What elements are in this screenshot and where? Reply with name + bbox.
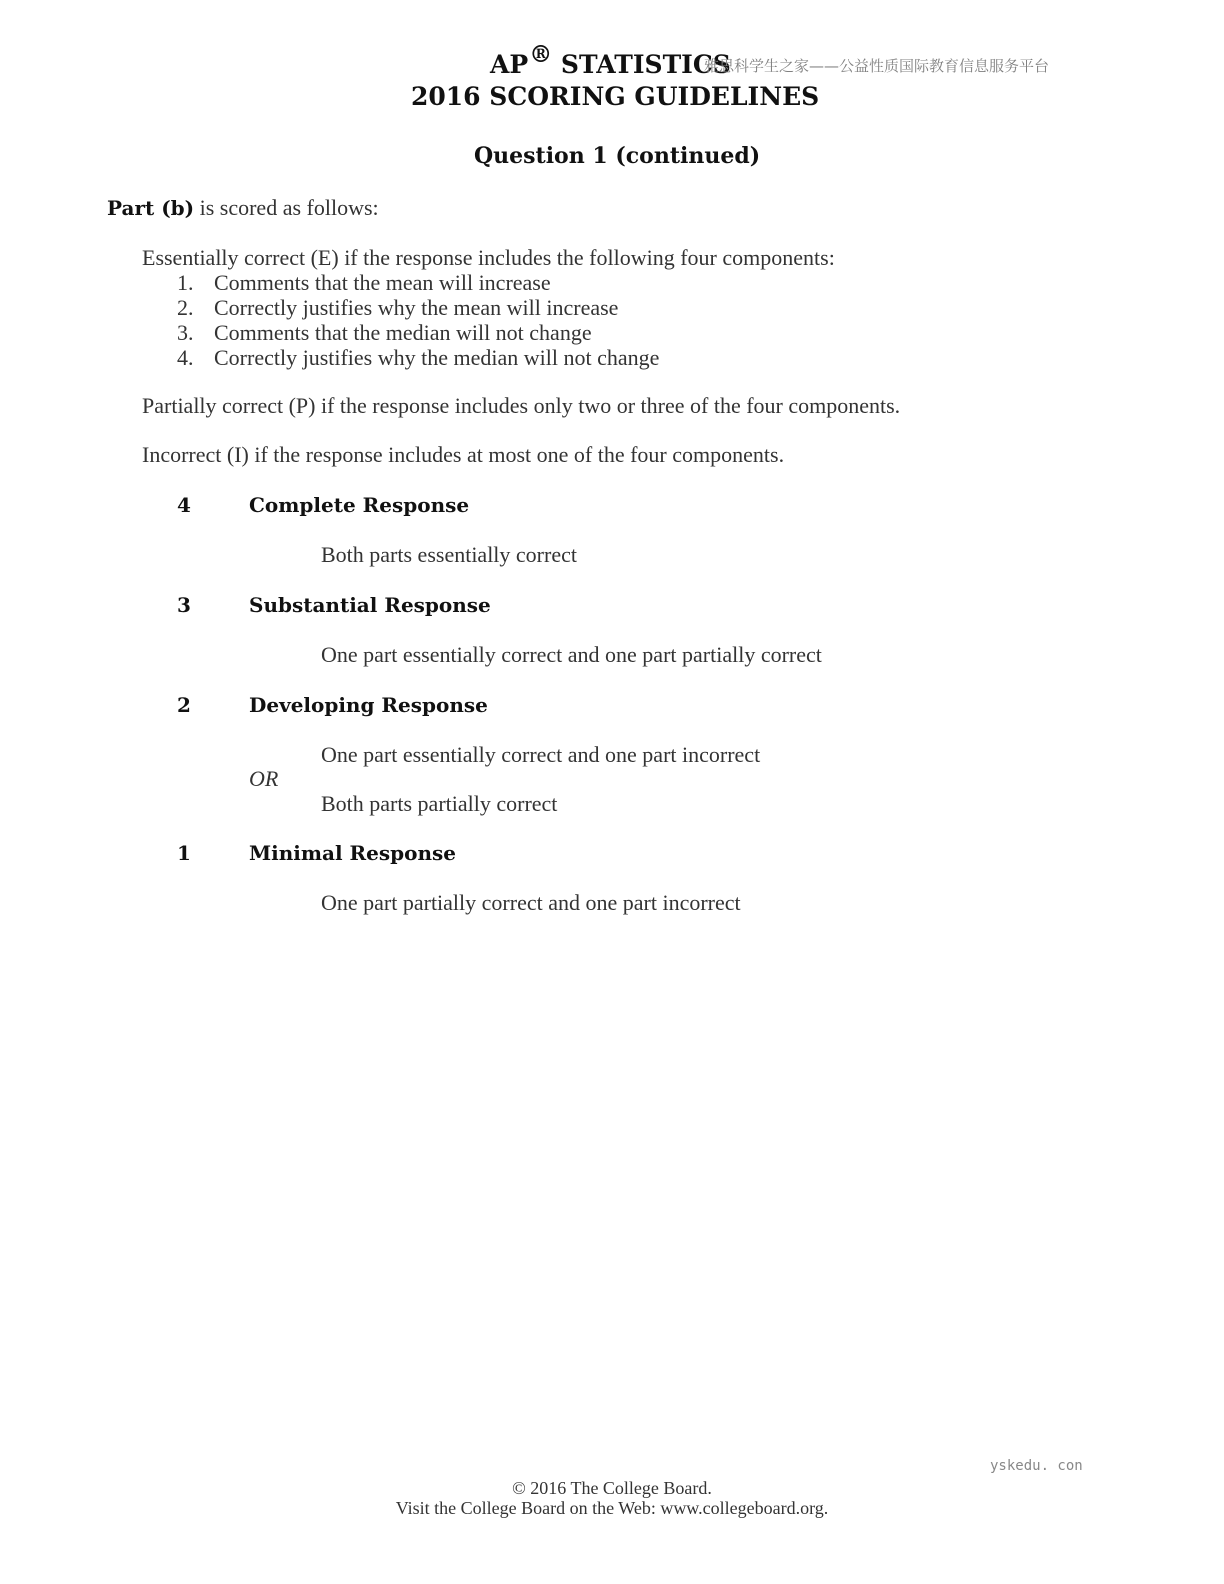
score-value: 3	[177, 593, 191, 617]
registered-mark: ®	[529, 41, 553, 68]
score-title: Substantial Response	[249, 593, 491, 617]
component-text: Comments that the median will not change	[214, 320, 592, 345]
score-criterion: One part essentially correct and one part partially correct	[321, 642, 822, 667]
score-title: Complete Response	[249, 493, 470, 517]
or-separator: OR	[249, 766, 279, 791]
component-text: Correctly justifies why the median will not change	[214, 345, 660, 370]
score-value: 4	[177, 493, 191, 517]
doc-title-line1	[490, 41, 731, 79]
score-value: 2	[177, 693, 191, 717]
score-criterion: Both parts partially correct	[321, 791, 558, 816]
part-heading	[107, 195, 379, 221]
incorrect-definition: Incorrect (I) if the response includes at most one of the four components.	[142, 442, 785, 467]
score-criterion: Both parts essentially correct	[321, 542, 577, 567]
part-heading-text: is scored as follows:	[194, 195, 379, 220]
score-title: Developing Response	[249, 693, 488, 717]
question-title: Question 1 (continued)	[474, 143, 761, 169]
component-number: 3.	[177, 320, 194, 345]
title-ap: AP	[490, 50, 529, 79]
score-value: 1	[177, 841, 191, 865]
doc-title-line2: 2016 SCORING GUIDELINES	[411, 82, 820, 111]
copyright: © 2016 The College Board.	[512, 1478, 712, 1498]
component-number: 2.	[177, 295, 194, 320]
component-text: Correctly justifies why the mean will increase	[214, 295, 619, 320]
score-criterion: One part partially correct and one part incorrect	[321, 890, 741, 915]
partially-correct-definition: Partially correct (P) if the response includes only two or three of the four components.	[142, 393, 901, 418]
score-title: Minimal Response	[249, 841, 457, 865]
component-number: 1.	[177, 270, 194, 295]
component-text: Comments that the mean will increase	[214, 270, 551, 295]
title-statistics: STATISTICS	[552, 50, 731, 79]
component-number: 4.	[177, 345, 194, 370]
watermark-text: 雅思科学生之家——公益性质国际教育信息服务平台	[704, 57, 1050, 75]
essentially-correct-intro: Essentially correct (E) if the response includes the following four components:	[142, 245, 835, 270]
site-watermark: yskedu. con	[990, 1458, 1083, 1474]
footer-visit-link: Visit the College Board on the Web: www.collegeboard.org.	[395, 1498, 829, 1518]
score-criterion: One part essentially correct and one part incorrect	[321, 742, 761, 767]
part-label: Part (b)	[107, 196, 195, 220]
